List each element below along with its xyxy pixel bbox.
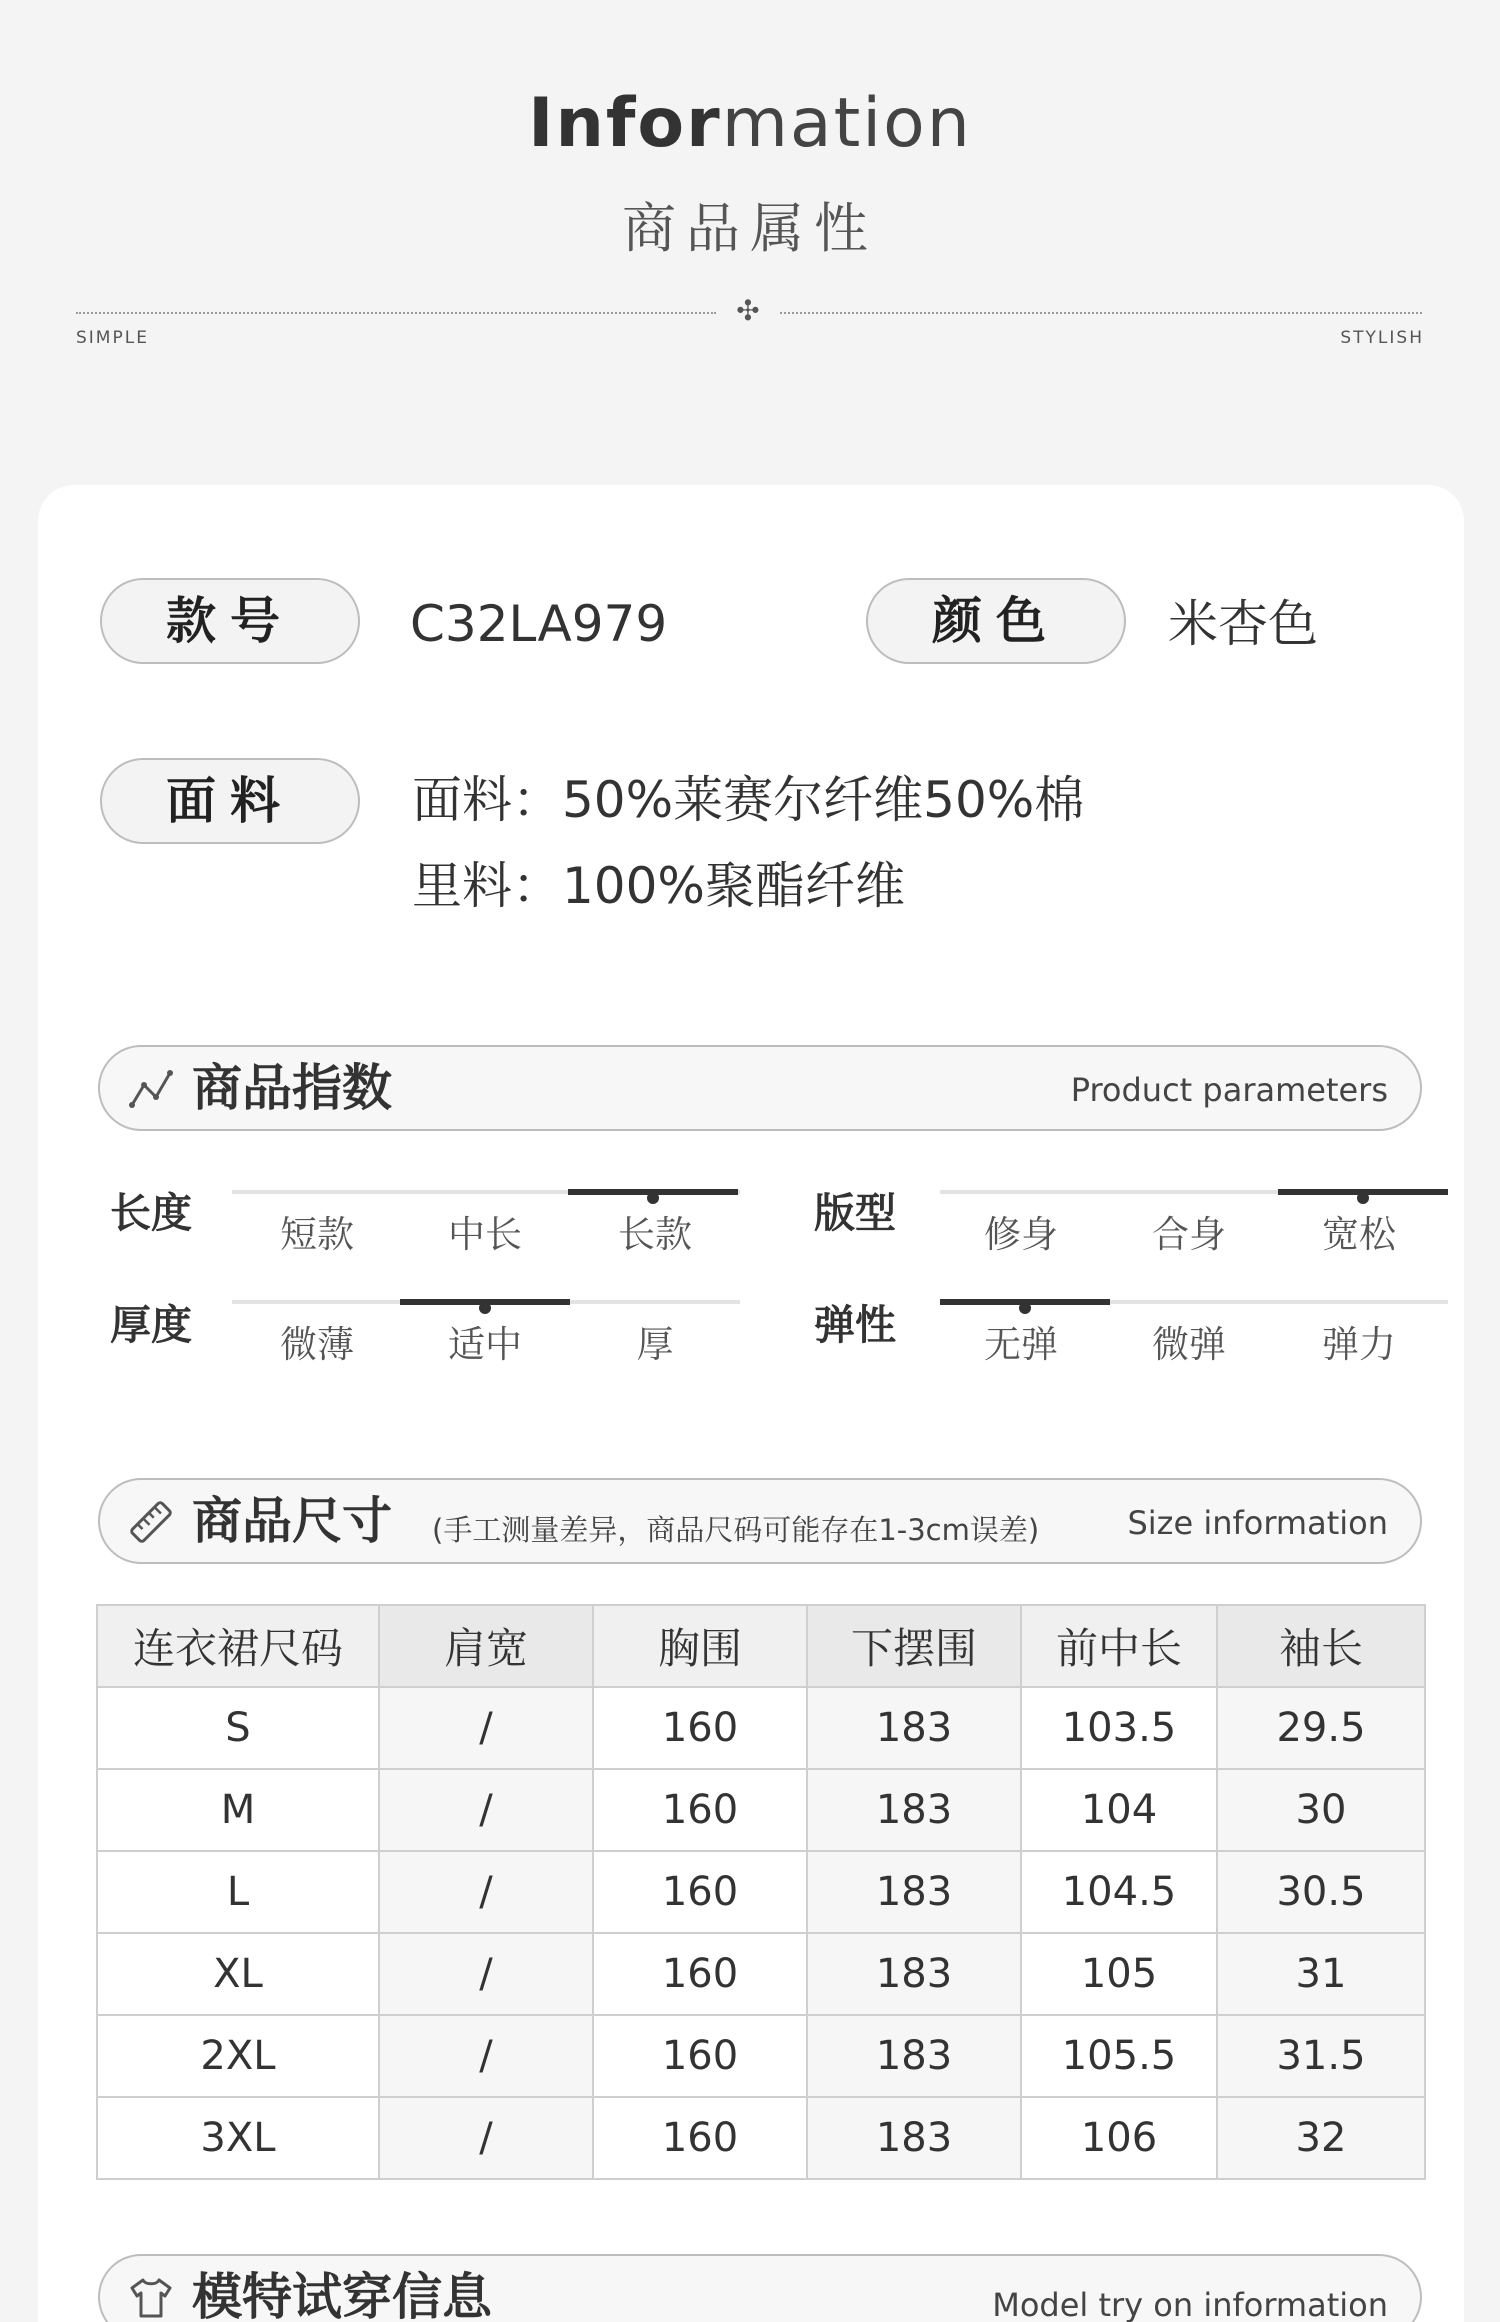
table-cell: 106 bbox=[1021, 2097, 1217, 2179]
scale-option: 厚 bbox=[636, 1323, 674, 1366]
table-cell: 160 bbox=[593, 2097, 807, 2179]
simple-tag: SIMPLE bbox=[76, 328, 149, 348]
page-subtitle: 商品属性 bbox=[622, 197, 878, 260]
table-cell: / bbox=[379, 2015, 593, 2097]
table-cell: 160 bbox=[593, 1933, 807, 2015]
trend-line-icon bbox=[128, 1067, 174, 1111]
column-header: 胸围 bbox=[593, 1605, 807, 1687]
color-value: 米杏色 bbox=[1168, 595, 1318, 653]
page-title bbox=[0, 84, 1500, 163]
scale-label-thickness: 厚度 bbox=[110, 1301, 192, 1349]
table-cell: 29.5 bbox=[1217, 1687, 1425, 1769]
divider-right bbox=[780, 312, 1422, 314]
table-cell: 32 bbox=[1217, 2097, 1425, 2179]
table-row bbox=[97, 2015, 1425, 2097]
scale-option: 合身 bbox=[1152, 1213, 1226, 1256]
stylish-tag: STYLISH bbox=[1340, 328, 1424, 348]
scale-option: 适中 bbox=[448, 1323, 522, 1366]
scale-option: 中长 bbox=[448, 1213, 522, 1256]
column-header: 下摆围 bbox=[807, 1605, 1021, 1687]
scale-option: 无弹 bbox=[984, 1323, 1058, 1366]
table-cell: 183 bbox=[807, 2097, 1021, 2179]
table-cell: 31 bbox=[1217, 1933, 1425, 2015]
table-cell: 105 bbox=[1021, 1933, 1217, 2015]
scale-option: 短款 bbox=[280, 1213, 354, 1256]
table-cell: / bbox=[379, 1933, 593, 2015]
table-row bbox=[97, 2097, 1425, 2179]
fabric-label: 面料 bbox=[100, 758, 360, 844]
size-information-bar bbox=[98, 1478, 1422, 1564]
model-info-title-en: Model try on information bbox=[992, 2286, 1388, 2322]
scale-label-elasticity: 弹性 bbox=[814, 1301, 896, 1349]
table-cell: 104 bbox=[1021, 1769, 1217, 1851]
table-cell: / bbox=[379, 1687, 593, 1769]
table-row bbox=[97, 1769, 1425, 1851]
table-cell: 183 bbox=[807, 2015, 1021, 2097]
table-cell: 183 bbox=[807, 1687, 1021, 1769]
table-cell: M bbox=[97, 1769, 379, 1851]
parameters-title: 商品指数 bbox=[192, 1059, 392, 1117]
table-cell: / bbox=[379, 2097, 593, 2179]
scale-option: 弹力 bbox=[1322, 1323, 1396, 1366]
column-header: 袖长 bbox=[1217, 1605, 1425, 1687]
style-number-value: C32LA979 bbox=[410, 595, 668, 653]
product-parameters-bar bbox=[98, 1045, 1422, 1131]
scale-option: 修身 bbox=[984, 1213, 1058, 1256]
table-cell: 3XL bbox=[97, 2097, 379, 2179]
table-cell: 31.5 bbox=[1217, 2015, 1425, 2097]
table-cell: / bbox=[379, 1851, 593, 1933]
scale-label-fit: 版型 bbox=[814, 1189, 896, 1237]
table-cell: 103.5 bbox=[1021, 1687, 1217, 1769]
tshirt-icon bbox=[128, 2276, 174, 2320]
table-row bbox=[97, 1933, 1425, 2015]
parameters-title-en: Product parameters bbox=[1070, 1071, 1388, 1109]
scale-option: 宽松 bbox=[1322, 1213, 1396, 1256]
scale-label-length: 长度 bbox=[110, 1189, 192, 1237]
scale-dot-fit bbox=[1357, 1192, 1369, 1204]
title-light: mation bbox=[721, 84, 972, 163]
table-cell: 105.5 bbox=[1021, 2015, 1217, 2097]
scale-option: 微弹 bbox=[1152, 1323, 1226, 1366]
size-table-header bbox=[97, 1605, 1425, 1687]
size-table bbox=[96, 1604, 1426, 2180]
model-info-bar bbox=[98, 2254, 1422, 2322]
sizes-note: (手工测量差异，商品尺码可能存在1-3cm误差) bbox=[432, 1513, 1040, 1547]
scale-dot-elasticity bbox=[1019, 1302, 1031, 1314]
column-header: 连衣裙尺码 bbox=[97, 1605, 379, 1687]
table-cell: S bbox=[97, 1687, 379, 1769]
scale-dot-length bbox=[647, 1192, 659, 1204]
table-cell: XL bbox=[97, 1933, 379, 2015]
fabric-line-outer: 面料：50%莱赛尔纤维50%棉 bbox=[412, 771, 1085, 829]
model-info-title: 模特试穿信息 bbox=[192, 2268, 492, 2322]
table-cell: 160 bbox=[593, 1687, 807, 1769]
divider-left bbox=[76, 312, 716, 314]
column-header: 肩宽 bbox=[379, 1605, 593, 1687]
table-cell: 183 bbox=[807, 1851, 1021, 1933]
table-cell: 160 bbox=[593, 2015, 807, 2097]
color-label: 颜色 bbox=[866, 578, 1126, 664]
scale-option: 微薄 bbox=[280, 1323, 354, 1366]
table-cell: L bbox=[97, 1851, 379, 1933]
table-row bbox=[97, 1687, 1425, 1769]
ruler-icon bbox=[128, 1500, 174, 1544]
table-row bbox=[97, 1851, 1425, 1933]
table-cell: 30 bbox=[1217, 1769, 1425, 1851]
table-cell: 183 bbox=[807, 1769, 1021, 1851]
table-cell: 30.5 bbox=[1217, 1851, 1425, 1933]
scale-option: 长款 bbox=[618, 1213, 692, 1256]
divider-ornament-icon: ✣ bbox=[736, 294, 760, 327]
style-number-label: 款号 bbox=[100, 578, 360, 664]
sizes-title: 商品尺寸 bbox=[192, 1492, 392, 1550]
table-cell: 160 bbox=[593, 1769, 807, 1851]
table-cell: / bbox=[379, 1769, 593, 1851]
scale-dot-thickness bbox=[479, 1302, 491, 1314]
table-cell: 183 bbox=[807, 1933, 1021, 2015]
table-cell: 160 bbox=[593, 1851, 807, 1933]
title-bold: Infor bbox=[528, 84, 722, 163]
table-cell: 104.5 bbox=[1021, 1851, 1217, 1933]
column-header: 前中长 bbox=[1021, 1605, 1217, 1687]
sizes-title-en: Size information bbox=[1127, 1504, 1388, 1542]
fabric-line-lining: 里料：100%聚酯纤维 bbox=[412, 857, 905, 915]
table-cell: 2XL bbox=[97, 2015, 379, 2097]
